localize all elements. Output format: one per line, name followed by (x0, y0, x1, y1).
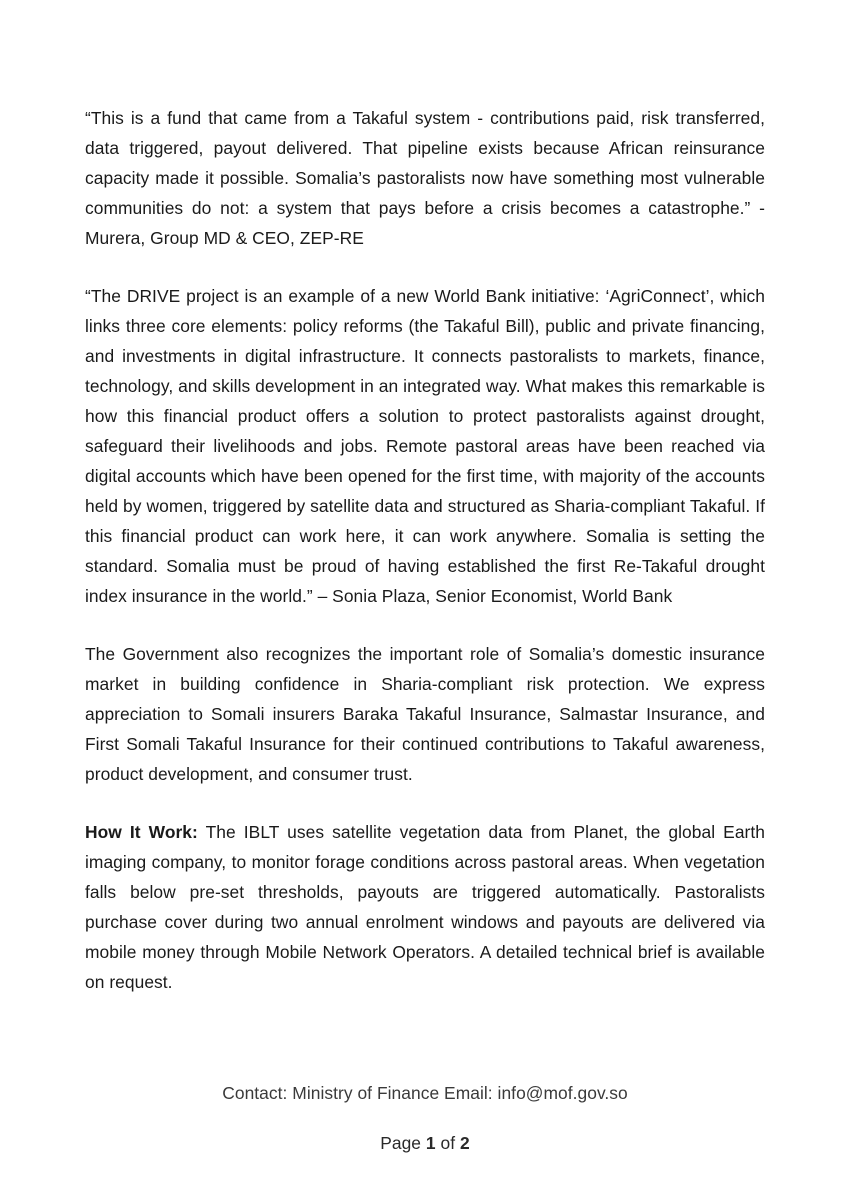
document-body (85, 103, 765, 997)
page-number-prefix: Page (380, 1133, 426, 1153)
footer-contact: Contact: Ministry of Finance Email: info@mof.gov.so (222, 1083, 628, 1103)
page-number-current: 1 (425, 1133, 436, 1153)
paragraph-how-it-works (85, 817, 765, 997)
page-number-middle: of (435, 1133, 461, 1153)
paragraph-quote-worldbank: “The DRIVE project is an example of a new World Bank initiative: ‘AgriConnect’, which links three core elements: policy reforms (the Takaful Bill), public and private financing, and investments in digital infrastructure. It connects pastoralists to markets, finance, technology, and skills development in an integrated way. What makes this remarkable is how this financial product offers a solution to protect pastoralists against drought, safeguard their livelihoods and jobs. Remote pastoral areas have been reached via digital accounts which have been opened for the first time, with majority of the accounts held by women, triggered by satellite data and structured as Sharia-compliant Takaful. If this financial product can work here, it can work anywhere. Somalia is setting the standard. Somalia must be proud of having established the first Re-Takaful drought index insurance in the world.” – Sonia Plaza, Senior Economist, World Bank (85, 286, 765, 606)
how-it-works-heading: How It Work: (85, 822, 198, 842)
page-number-total: 2 (460, 1133, 470, 1153)
paragraph-quote-zepre: “This is a fund that came from a Takaful system - contributions paid, risk transferred, data triggered, payout delivered. That pipeline exists because African reinsurance capacity made it possible. Somalia’s pastoralists now have something most vulnerable communities do not: a system that pays before a crisis becomes a catastrophe.” - Murera, Group MD & CEO, ZEP-RE (85, 108, 765, 248)
paragraph-government-recognition: The Government also recognizes the important role of Somalia’s domestic insurance market in building confidence in Sharia-compliant risk protection. We express appreciation to Somali insurers Baraka Takaful Insurance, Salmastar Insurance, and First Somali Takaful Insurance for their continued contributions to Takaful awareness, product development, and consumer trust. (85, 644, 765, 784)
how-it-works-text: The IBLT uses satellite vegetation data from Planet, the global Earth imaging company, to monitor forage conditions across pastoral areas. When vegetation falls below pre-set thresholds, payouts are triggered automatically. Pastoralists purchase cover during two annual enrolment windows and payouts are delivered via mobile money through Mobile Network Operators. A detailed technical brief is available on request. (85, 822, 765, 992)
footer-page-number (85, 1128, 765, 1158)
